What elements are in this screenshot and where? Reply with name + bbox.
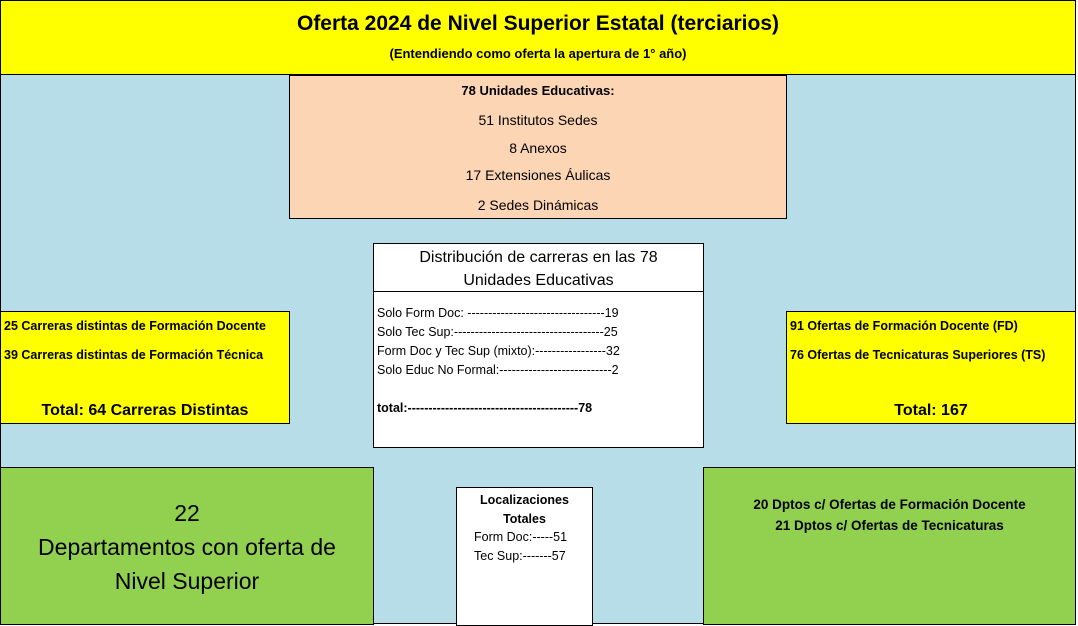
distribution-total: total:-----------------------------------------78 <box>377 401 593 415</box>
offers-summary-box <box>786 311 1076 424</box>
localizaciones-heading-line1: Localizaciones <box>480 493 569 507</box>
departments-line2: Nivel Superior <box>114 568 260 594</box>
header-banner <box>0 0 1076 75</box>
career-distribution-box <box>373 243 704 448</box>
careers-summary-box <box>0 311 290 424</box>
units-heading: 78 Unidades Educativas: <box>461 83 615 98</box>
page-title: Oferta 2024 de Nivel Superior Estatal (terciarios) <box>296 12 780 35</box>
departments-offers-box <box>703 467 1076 625</box>
departments-box <box>0 467 374 625</box>
departments-count: 22 <box>174 500 200 526</box>
careers-line: 25 Carreras distintas de Formación Docente <box>4 319 266 333</box>
distribution-title-line1: Distribución de carreras en las 78 <box>419 249 658 266</box>
units-line: 2 Sedes Dinámicas <box>477 197 599 213</box>
departments-offers-line2: 21 Dptos c/ Ofertas de Tecnicaturas <box>775 518 1004 533</box>
units-line: 51 Institutos Sedes <box>478 112 598 128</box>
departments-offers-line1: 20 Dptos c/ Ofertas de Formación Docente <box>753 497 1026 512</box>
localizaciones-box <box>456 487 593 626</box>
distribution-row: Solo Educ No Formal:---------------------------2 <box>377 363 619 377</box>
educational-units-box <box>289 75 787 219</box>
localizaciones-row: Tec Sup:-------57 <box>474 549 566 563</box>
distribution-heading <box>374 244 703 292</box>
offers-line: 91 Ofertas de Formación Docente (FD) <box>790 319 1018 333</box>
offers-line: 76 Ofertas de Tecnicaturas Superiores (TS) <box>790 348 1046 362</box>
distribution-row: Solo Form Doc: ---------------------------------19 <box>377 306 619 320</box>
distribution-row: Solo Tec Sup:------------------------------------25 <box>377 325 618 339</box>
departments-line1: Departamentos con oferta de <box>38 534 336 560</box>
page-subtitle: (Entendiendo como oferta la apertura de 1° año) <box>389 46 687 61</box>
localizaciones-heading <box>457 491 592 529</box>
offers-total: Total: 167 <box>894 402 968 419</box>
distribution-title-line2: Unidades Educativas <box>463 272 614 289</box>
units-line: 8 Anexos <box>509 140 567 156</box>
units-line: 17 Extensiones Áulicas <box>465 167 611 183</box>
localizaciones-heading-line2: Totales <box>503 512 546 526</box>
localizaciones-row: Form Doc:-----51 <box>474 530 568 544</box>
distribution-row: Form Doc y Tec Sup (mixto):-----------------32 <box>377 344 620 358</box>
careers-total: Total: 64 Carreras Distintas <box>41 402 249 419</box>
careers-line: 39 Carreras distintas de Formación Técnica <box>4 348 264 362</box>
